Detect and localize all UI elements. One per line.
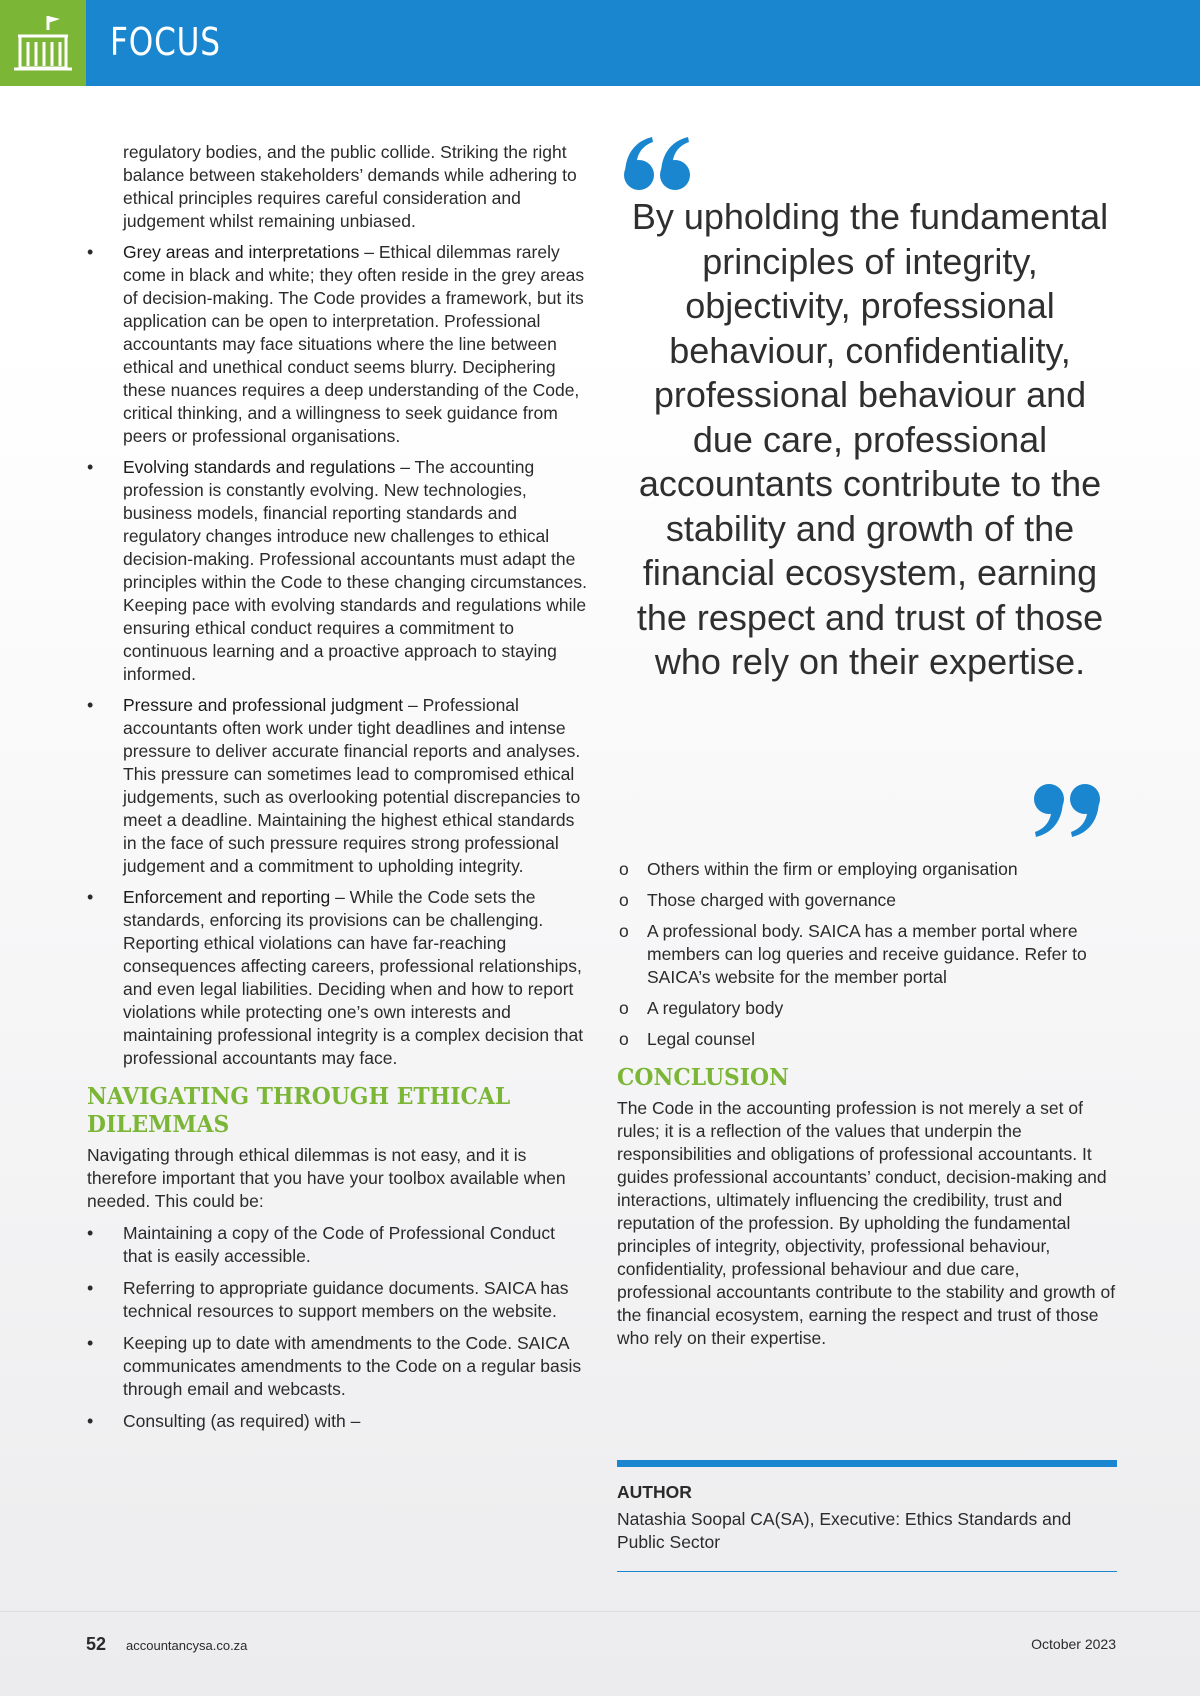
intro-continuation: regulatory bodies, and the public collide. Striking the right balance between stakeholders’ demands while adhering to ethical principles requires careful consideration and judgement whilst remaining unbiased. [123, 142, 577, 231]
list-item: • Consulting (as required) with – [87, 1410, 587, 1433]
right-column [617, 858, 1117, 1350]
list-item: o A professional body. SAICA has a member portal where members can log queries and receive guidance. Refer to SAICA’s website for the member portal [617, 920, 1117, 989]
challenge-term: Grey areas and interpretations [123, 242, 360, 262]
conclusion-heading: CONCLUSION [617, 1064, 790, 1091]
challenge-text: – While the Code sets the standards, enforcing its provisions can be challenging. Reporting ethical violations can have far-reaching consequences affecting careers, professional relationships, and even legal liabilities. Deciding when and how to report violations while protecting one’s own interests and maintaining professional integrity is a complex decision that professional accountants may face. [123, 887, 584, 1068]
challenge-term: Evolving standards and regulations [123, 457, 396, 477]
section-title: FOCUS [110, 20, 221, 64]
navigating-heading: NAVIGATING THROUGH ETHICAL DILEMMAS [87, 1083, 511, 1138]
footer-divider [0, 1611, 1200, 1612]
author-label: AUTHOR [617, 1482, 692, 1502]
building-flag-icon [10, 12, 76, 74]
author-divider [617, 1460, 1117, 1467]
close-quote-icon [1030, 783, 1102, 839]
challenge-term: Pressure and professional judgment [123, 695, 404, 715]
pull-quote-text: By upholding the fundamental principles of integrity, objectivity, professional behaviour, confidentiality, professional behaviour and due care, professional accountants contribute to the stability and growth of the financial ecosystem, earning the respect and trust of those who rely on their expertise. [631, 196, 1109, 682]
section-logo [0, 0, 86, 86]
author-bottom-rule [617, 1571, 1117, 1572]
list-item: o A regulatory body [617, 997, 1117, 1020]
list-item: • Keeping up to date with amendments to the Code. SAICA communicates amendments to the Code on a regular basis through email and webcasts. [87, 1332, 587, 1401]
challenge-term: Enforcement and reporting [123, 887, 331, 907]
list-item [87, 694, 587, 878]
navigating-intro: Navigating through ethical dilemmas is not easy, and it is therefore important that you have your toolbox available when needed. This could be: [87, 1145, 566, 1211]
page-header [0, 0, 1200, 86]
challenge-text: – Professional accountants often work under tight deadlines and intense pressure to deliver accurate financial reports and analyses. This pressure can sometimes lead to compromised ethical judgements, such as overlooking potential discrepancies to meet a deadline. Maintaining the highest ethical standards in the face of such pressure requires strong professional judgement and a commitment to upholding integrity. [123, 695, 581, 876]
list-item [87, 241, 587, 448]
list-item: o Legal counsel [617, 1028, 1117, 1051]
consult-list [617, 858, 1117, 1051]
pull-quote [620, 135, 1120, 845]
list-item [87, 886, 587, 1070]
page-number: 52 [86, 1634, 107, 1654]
challenges-list [87, 241, 587, 1070]
challenge-text: – Ethical dilemmas rarely come in black and white; they often reside in the grey areas of decision-making. The Code provides a framework, but its application can be open to interpretation. Professional accountants may face situations where the line between ethical and unethical conduct seems blurry. Deciphering these nuances requires a deep understanding of the Code, critical thinking, and a willingness to seek guidance from peers or professional organisations. [123, 242, 585, 446]
list-item: o Others within the firm or employing organisation [617, 858, 1117, 881]
list-item: • Referring to appropriate guidance documents. SAICA has technical resources to support members on the website. [87, 1277, 587, 1323]
challenge-text: – The accounting profession is constantly evolving. New technologies, business models, financial reporting standards and regulatory changes introduce new challenges to ethical decision-making. Professional accountants must adapt the principles within the Code to these changing circumstances. Keeping pace with evolving standards and regulations while ensuring ethical conduct requires a commitment to continuous learning and a proactive approach to staying informed. [123, 457, 587, 684]
list-item: • Maintaining a copy of the Code of Professional Conduct that is easily accessible. [87, 1222, 587, 1268]
toolbox-list [87, 1222, 587, 1433]
issue-date: October 2023 [1031, 1636, 1116, 1652]
list-item: o Those charged with governance [617, 889, 1117, 912]
conclusion-text: The Code in the accounting profession is not merely a set of rules; it is a reflection of the values that underpin the responsibilities and obligations of professional accountants. It guides professional accountants’ conduct, decision-making and interactions, ultimately influencing the credibility, trust and reputation of the profession. By upholding the fundamental principles of integrity, objectivity, professional behaviour, confidentiality, professional behaviour and due care, professional accountants contribute to the stability and growth of the financial ecosystem, earning the respect and trust of those who rely on their expertise. [617, 1098, 1116, 1348]
list-item [87, 456, 587, 686]
open-quote-icon [622, 135, 694, 191]
website-link[interactable]: accountancysa.co.za [126, 1638, 248, 1653]
left-column [87, 141, 587, 1433]
author-name: Natashia Soopal CA(SA), Executive: Ethics Standards and Public Sector [617, 1509, 1072, 1552]
